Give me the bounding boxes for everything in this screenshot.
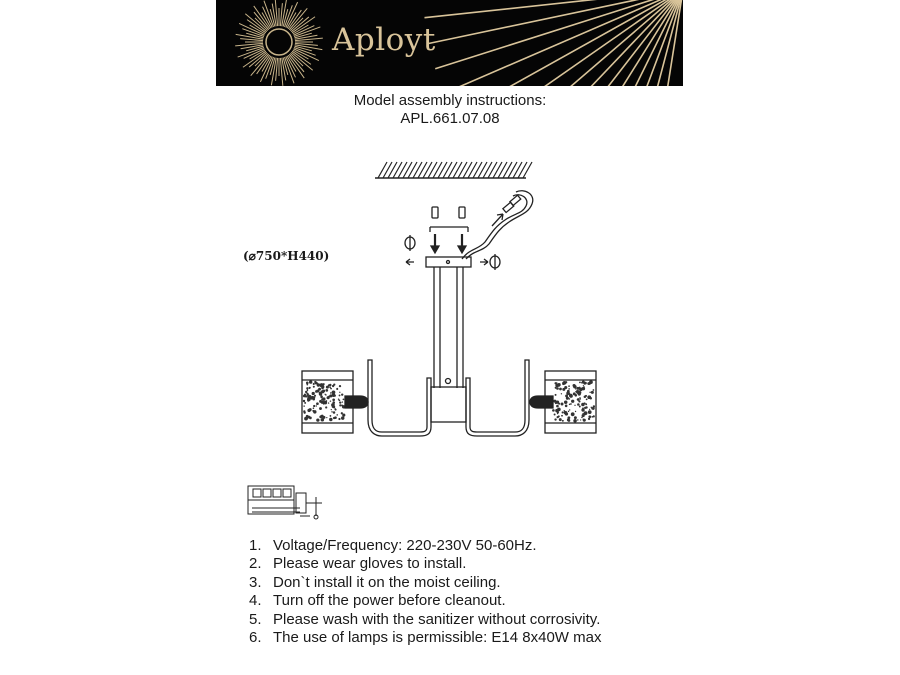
lamp-shade-icon — [530, 371, 596, 433]
page-title: Model assembly instructions: — [353, 92, 547, 109]
wiring-terminal-icon — [248, 486, 322, 519]
list-item: 5. Please wash with the sanitizer without corrosivity. — [249, 610, 601, 628]
dimension-label: (⌀750*H440) — [243, 249, 330, 263]
wiring-icon — [462, 191, 533, 259]
list-item: 1. Voltage/Frequency: 220-230V 50-60Hz. — [249, 537, 537, 554]
model-number: APL.661.07.08 — [400, 110, 500, 127]
list-item: 6. The use of lamps is permissible: E14 8x40W max — [249, 629, 602, 647]
instructions-list — [249, 537, 601, 647]
list-item: 3. Don`t install it on the moist ceiling. — [249, 573, 501, 591]
list-item: 2. Please wear gloves to install. — [249, 555, 467, 573]
ceiling-hatch-icon — [375, 162, 532, 178]
brand-name: Aployt — [332, 22, 436, 58]
list-item: 4. Turn off the power before cleanout. — [249, 592, 506, 610]
screw-icon — [430, 207, 468, 253]
lamp-shade-icon — [302, 371, 368, 433]
